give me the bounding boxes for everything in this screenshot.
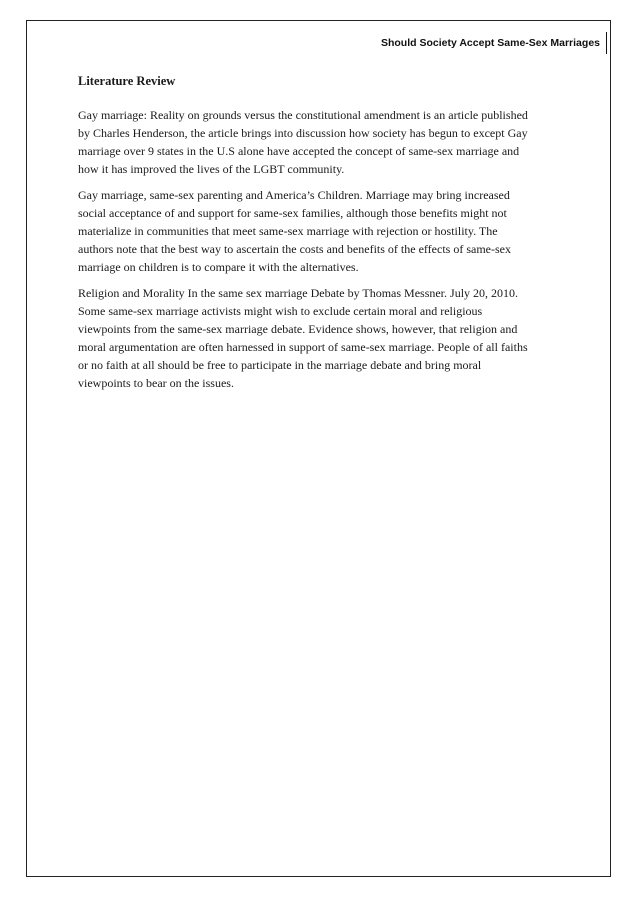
document-body: [78, 72, 578, 400]
paragraph-messner: Religion and Morality In the same sex marriage Debate by Thomas Messner. July 20, 2010. Some same-sex marriage activists might wish to exclude certain moral and religious viewpoints from the same-sex marriage debate. Evidence shows, however, that religion and moral argumentation are often harnessed in support of same-sex marriage. People of all faiths or no faith at all should be free to participate in the marriage debate and bring moral viewpoints to bear on the issues.: [78, 286, 528, 390]
section-title: Literature Review: [78, 74, 176, 88]
running-header: Should Society Accept Same-Sex Marriages: [381, 32, 607, 54]
paragraph-henderson: Gay marriage: Reality on grounds versus the constitutional amendment is an article published by Charles Henderson, the article brings into discussion how society has begun to except Gay marriage over 9 states in the U.S alone have accepted the concept of same-sex marriage and how it has improved the lives of the LGBT community.: [78, 108, 528, 176]
paragraph-parenting: Gay marriage, same-sex parenting and America’s Children. Marriage may bring increased social acceptance of and support for same-sex families, although those benefits might not materialize in communities that meet same-sex marriage with rejection or hostility. The authors note that the best way to ascertain the costs and benefits of the effects of same-sex marriage on children is to compare it with the alternatives.: [78, 188, 511, 274]
